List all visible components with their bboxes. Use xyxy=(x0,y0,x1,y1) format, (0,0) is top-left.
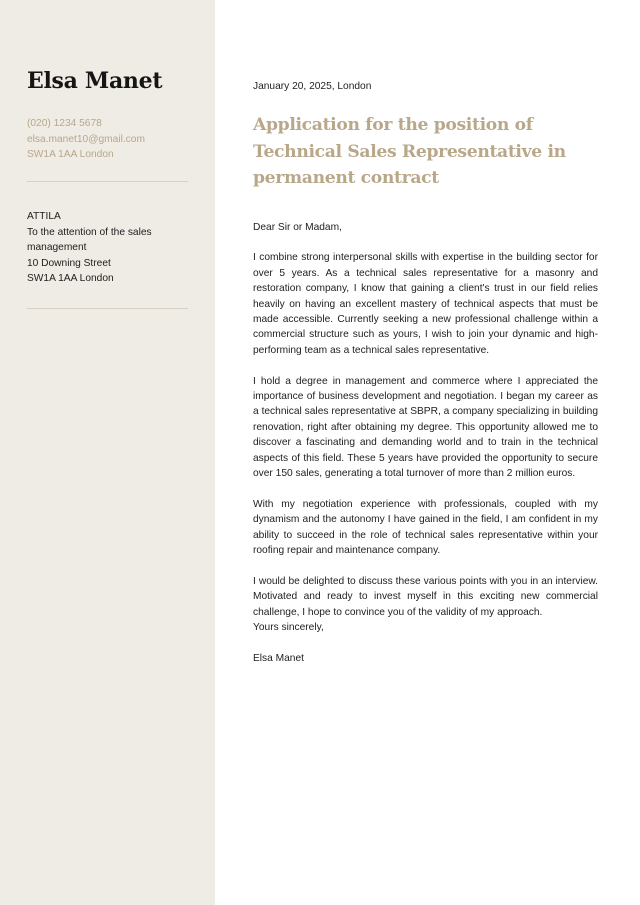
sender-email: elsa.manet10@gmail.com xyxy=(27,133,145,145)
letter-closing: Yours sincerely, xyxy=(253,622,324,633)
sender-address: SW1A 1AA London xyxy=(27,149,114,160)
letter-body xyxy=(253,79,598,666)
letter-paragraph: I combine strong interpersonal skills with expertise in the building sector for over 5 years. As a technical sales representative for a masonry and restoration company, I know that gaining a client's trust in our field relies heavily on having an excellent mastery of technical aspects that must be made accessible. Currently seeking a new professional challenge within a commercial structure such as yours, I wish to join your dynamic and high-performing team as a technical sales representative. xyxy=(253,252,598,356)
sidebar xyxy=(0,0,215,905)
letter-paragraph: With my negotiation experience with professionals, coupled with my dynamism and the autonomy I have gained in the field, I am confident in my ability to succeed in the role of technical sales representative within your roofing repair and maintenance company. xyxy=(253,498,598,556)
letter-content xyxy=(253,220,598,667)
recipient-attention: To the attention of the sales management xyxy=(27,226,152,253)
sidebar-divider-bottom xyxy=(27,308,188,309)
letter-paragraph: I would be delighted to discuss these various points with you in an interview. Motivated and ready to invest myself in this exciting new commercial challenge, I hope to convince you of the validity of my approach. xyxy=(253,575,598,618)
sender-phone: (020) 1234 5678 xyxy=(27,118,102,129)
sender-contact xyxy=(27,116,145,163)
letter-signature: Elsa Manet xyxy=(253,652,304,664)
letter-date: January 20, 2025, London xyxy=(253,81,372,92)
recipient-company: ATTILA xyxy=(27,211,61,222)
letter-paragraph: I hold a degree in management and commerce where I appreciated the importance of business development and negotiation. I began my career as a technical sales representative at SBPR, a company specializing in building renovation, right after obtaining my degree. This opportunity allowed me to discover a fascinating and demanding world and to train in the technical aspects of this field. These 5 years have provided the opportunity to secure over 150 sales, generating a total turnover of more than 2 million euros. xyxy=(253,375,598,479)
recipient-address: SW1A 1AA London xyxy=(27,273,114,284)
recipient-block xyxy=(27,209,187,287)
sidebar-divider-top xyxy=(27,181,188,182)
recipient-street: 10 Downing Street xyxy=(27,257,111,269)
letter-salutation: Dear Sir or Madam, xyxy=(253,221,342,233)
letter-subject: Application for the position of Technical Sales Representative in permanent contract xyxy=(253,115,566,188)
sender-name: Elsa Manet xyxy=(27,68,163,94)
